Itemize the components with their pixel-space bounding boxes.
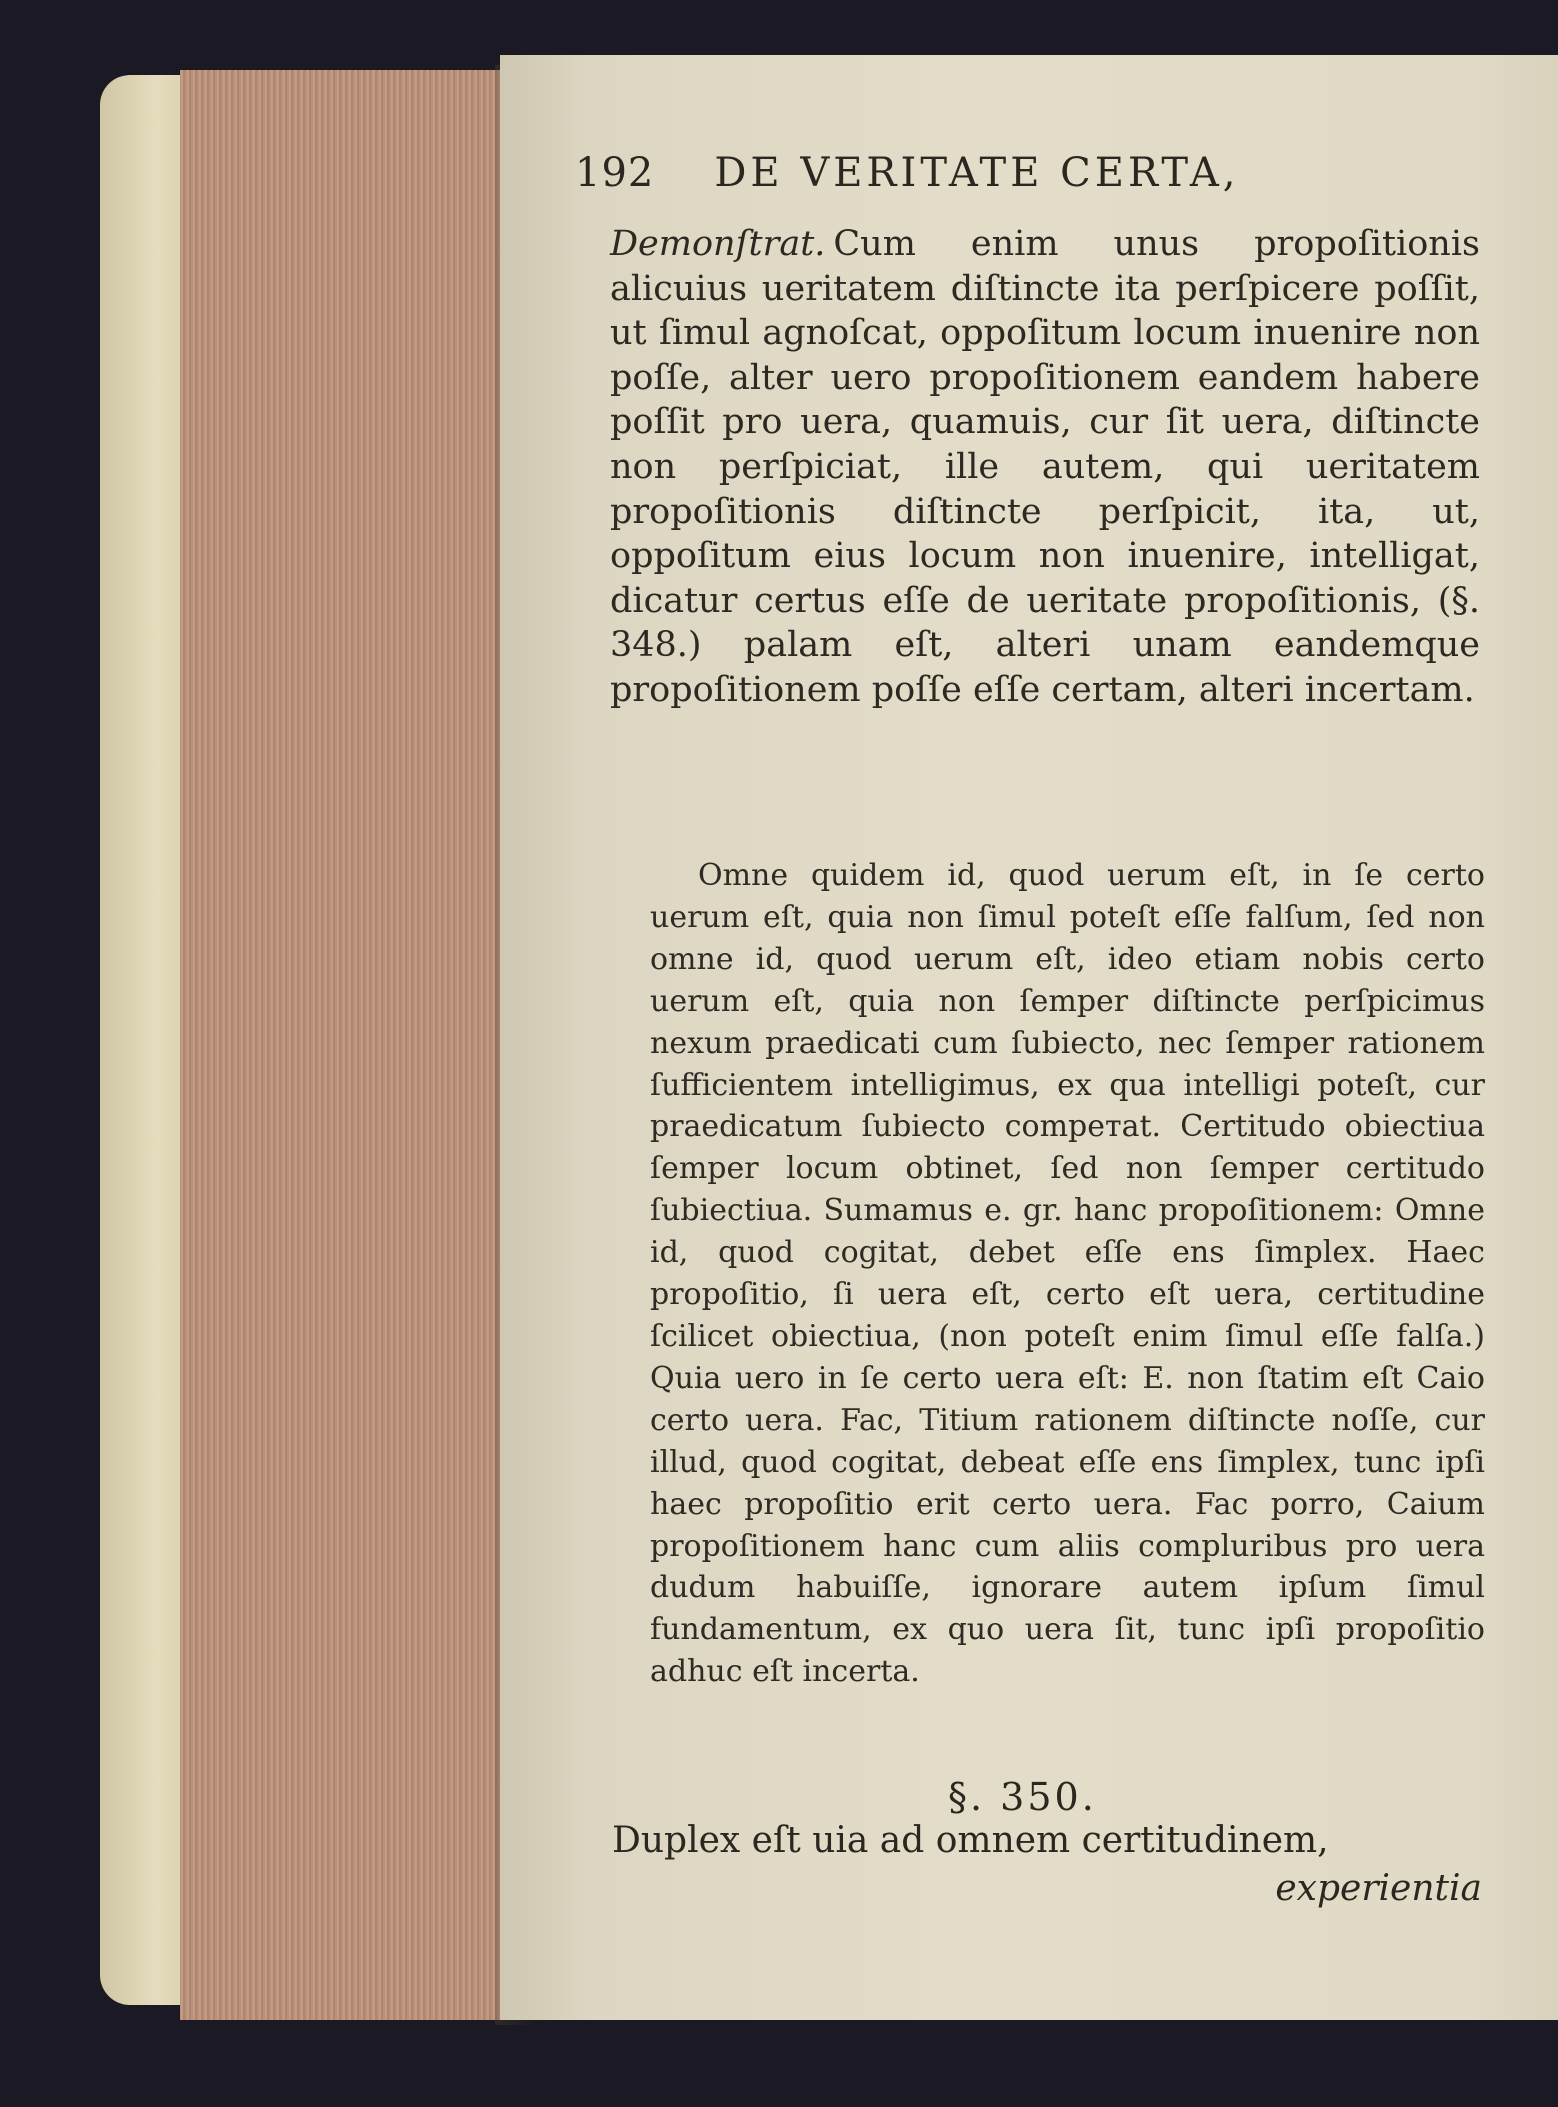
demonstration-label: Demonſtrat. — [610, 224, 826, 264]
page-block-edge — [180, 70, 506, 2020]
running-head-title: DE VERITATE CERTA, — [714, 150, 1240, 196]
catchword: experientia — [1275, 1868, 1482, 1909]
section-heading: §. 350. — [948, 1775, 1097, 1819]
page-number: 192 — [575, 150, 655, 196]
final-paragraph — [612, 1817, 1482, 1913]
running-head — [575, 150, 1375, 210]
final-line: Duplex eſt uia ad omnem certitudinem, — [612, 1820, 1329, 1861]
main-paragraph-text: Cum enim unus propoſitionis alicuius ueritatem diſtincte ita perſpicere poſſit, ut ſimul agnoſcat, oppoſitum locum inuenire non poſſe, alter uero propoſitionem eandem habere poſſit pro uera, quamuis, cur ſit uera, diſtincte non perſpiciat, ille autem, qui ueritatem propoſitionis diſtincte perſpicit, ita, ut, oppoſitum eius locum non inuenire, intelligat, dicatur certus eſſe de ueritate propoſitionis, (§. 348.) palam eſt, alteri unam eandemque propoſitionem poſſe eſſe certam, alteri incertam. — [610, 224, 1480, 710]
main-paragraph — [610, 222, 1480, 713]
note-paragraph — [650, 855, 1485, 1693]
note-paragraph-text: Omne quidem id, quod uerum eſt, in ſe certo uerum eſt, quia non ſimul poteſt eſſe falſum, ſed non omne id, quod uerum eſt, ideo etiam nobis certo uerum eſt, quia non ſemper diſtincte perſpicimus nexum praedicati cum ſubiecto, nec ſemper rationem ſufficientem intelligimus, ex qua intelligi poteſt, cur praedicatum ſubiecto compeтat. Certitudo obiectiua ſemper locum obtinet, ſed non ſemper certitudo ſubiectiua. Sumamus e. gr. hanc propoſitionem: Omne id, quod cogitat, debet eſſe ens ſimplex. Haec propoſitio, ſi uera eſt, certo eſt uera, certitudine ſcilicet obiectiua, (non poteſt enim ſimul eſſe falſa.) Quia uero in ſe certo uera eſt: E. non ſtatim eſt Caio certo uera. Fac, Titium rationem diſtincte noſſe, cur illud, quod cogitat, debeat eſſe ens ſimplex, tunc ipſi haec propoſitio erit certo uera. Fac porro, Caium propoſitionem hanc cum aliis compluribus pro uera dudum habuiſſe, ignorare autem ipſum ſimul fundamentum, ex quo uera ſit, tunc ipſi propoſitio adhuc eſt incerta. — [650, 858, 1485, 1690]
